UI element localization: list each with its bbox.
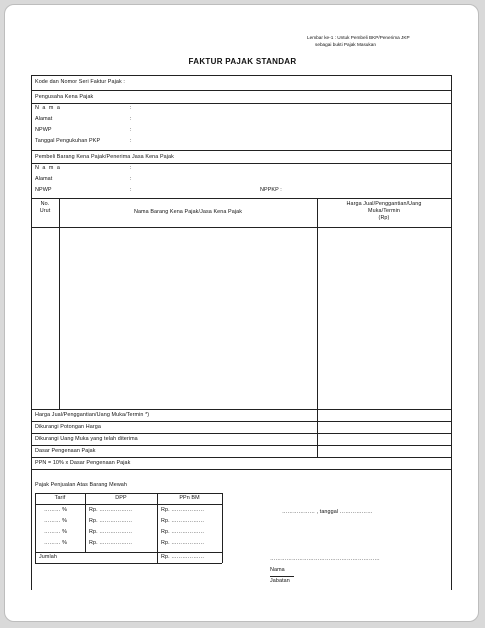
- summary-uang-muka: Dikurangi Uang Muka yang telah diterima: [35, 436, 138, 442]
- ppnbm-row-1-dpp: Rp. ………………: [89, 507, 133, 513]
- ppnbm-row-1-tarif: ……… %: [44, 507, 67, 513]
- ppnbm-jumlah-value: Rp. ………………: [161, 554, 205, 560]
- colon: :: [130, 127, 132, 133]
- divider: [31, 433, 451, 434]
- document-title: FAKTUR PAJAK STANDAR: [188, 57, 297, 66]
- colon: :: [130, 165, 132, 171]
- colon: :: [130, 105, 132, 111]
- divider: [31, 198, 451, 199]
- signature-dots: ……………………………………………………: [270, 556, 380, 562]
- summary-harga-jual: Harga Jual/Penggantian/Uang Muka/Termin *): [35, 412, 150, 418]
- col-no-header-2: Urut: [39, 208, 51, 214]
- divider: [31, 163, 451, 164]
- signature-underline: [270, 576, 294, 577]
- col-no-header-1: No.: [40, 201, 50, 207]
- divider: [35, 504, 222, 505]
- ppnbm-row-2-ppnbm: Rp. ………………: [161, 518, 205, 524]
- ppnbm-row-3-dpp: Rp. ………………: [89, 529, 133, 535]
- pengusaha-heading: Pengusaha Kena Pajak: [35, 94, 94, 100]
- divider: [31, 421, 451, 422]
- ppnbm-table-bottom: [35, 563, 222, 564]
- divider: [31, 457, 451, 458]
- ppnbm-header-tarif: Tarif: [54, 495, 66, 501]
- ppnbm-row-4-tarif: ……… %: [44, 540, 67, 546]
- signer-position-label: Jabatan: [270, 578, 290, 584]
- ppnbm-row-2-dpp: Rp. ………………: [89, 518, 133, 524]
- pengusaha-tanggal-label: Tanggal Pengukuhan PKP: [35, 138, 101, 144]
- colon: :: [130, 138, 132, 144]
- divider: [31, 227, 451, 228]
- ppnbm-header-ppnbm: PPn BM: [179, 495, 200, 501]
- ppnbm-col-sep: [85, 493, 86, 552]
- ppnbm-row-2-tarif: ……… %: [44, 518, 67, 524]
- copy-note-line-1: Lembar ke-1 : Untuk Pembeli BKP/Penerima JKP: [307, 35, 410, 40]
- col-harga-header-1: Harga Jual/Penggantian/Uang: [346, 201, 422, 207]
- ppnbm-jumlah-label: Jumlah: [39, 554, 57, 560]
- ppnbm-row-4-ppnbm: Rp. ………………: [161, 540, 205, 546]
- place-date: ……………… , tanggal ………………: [282, 509, 373, 515]
- col-separator: [317, 198, 318, 457]
- ppnbm-heading: Pajak Penjualan Atas Barang Mewah: [35, 482, 128, 488]
- col-harga-header-3: (Rp): [378, 215, 390, 221]
- divider: [31, 150, 451, 151]
- colon: :: [130, 187, 132, 193]
- pembeli-nama-label: N a m a: [35, 165, 61, 171]
- copy-note-line-2: sebagai bukti Pajak Masukan: [315, 42, 376, 47]
- frame-top: [31, 75, 451, 76]
- ppnbm-col-sep: [222, 493, 223, 563]
- summary-potongan: Dikurangi Potongan Harga: [35, 424, 101, 430]
- ppnbm-row-3-ppnbm: Rp. ………………: [161, 529, 205, 535]
- divider: [31, 409, 451, 410]
- ppnbm-row-3-tarif: ……… %: [44, 529, 67, 535]
- frame-right: [451, 75, 452, 590]
- divider: [31, 90, 451, 91]
- pembeli-npwp-label: NPWP: [35, 187, 52, 193]
- pengusaha-nama-label: N a m a: [35, 105, 61, 111]
- pengusaha-alamat-label: Alamat: [35, 116, 53, 122]
- colon: :: [130, 116, 132, 122]
- pembeli-alamat-label: Alamat: [35, 176, 53, 182]
- col-separator: [59, 198, 60, 409]
- col-name-header: Nama Barang Kena Pajak/Jasa Kena Pajak: [133, 209, 243, 215]
- pembeli-nppkp-label: NPPKP :: [260, 187, 282, 193]
- divider: [31, 445, 451, 446]
- copy-note: [307, 34, 410, 48]
- colon: :: [130, 176, 132, 182]
- divider: [31, 103, 451, 104]
- pengusaha-npwp-label: NPWP: [35, 127, 52, 133]
- summary-dpp: Dasar Pengenaan Pajak: [35, 448, 96, 454]
- divider: [35, 552, 222, 553]
- frame-left: [31, 75, 32, 590]
- ppnbm-header-dpp: DPP: [115, 495, 127, 501]
- col-harga-header-2: Muka/Termin: [368, 208, 400, 214]
- pembeli-heading: Pembeli Barang Kena Pajak/Penerima Jasa Kena Pajak: [35, 154, 174, 160]
- divider: [31, 469, 451, 470]
- ppnbm-row-4-dpp: Rp. ………………: [89, 540, 133, 546]
- ppnbm-table-top: [35, 493, 222, 494]
- summary-ppn: PPN = 10% x Dasar Pengenaan Pajak: [35, 460, 131, 466]
- kode-label: Kode dan Nomor Seri Faktur Pajak :: [35, 79, 125, 85]
- ppnbm-row-1-ppnbm: Rp. ………………: [161, 507, 205, 513]
- signer-name-label: Nama: [270, 567, 285, 573]
